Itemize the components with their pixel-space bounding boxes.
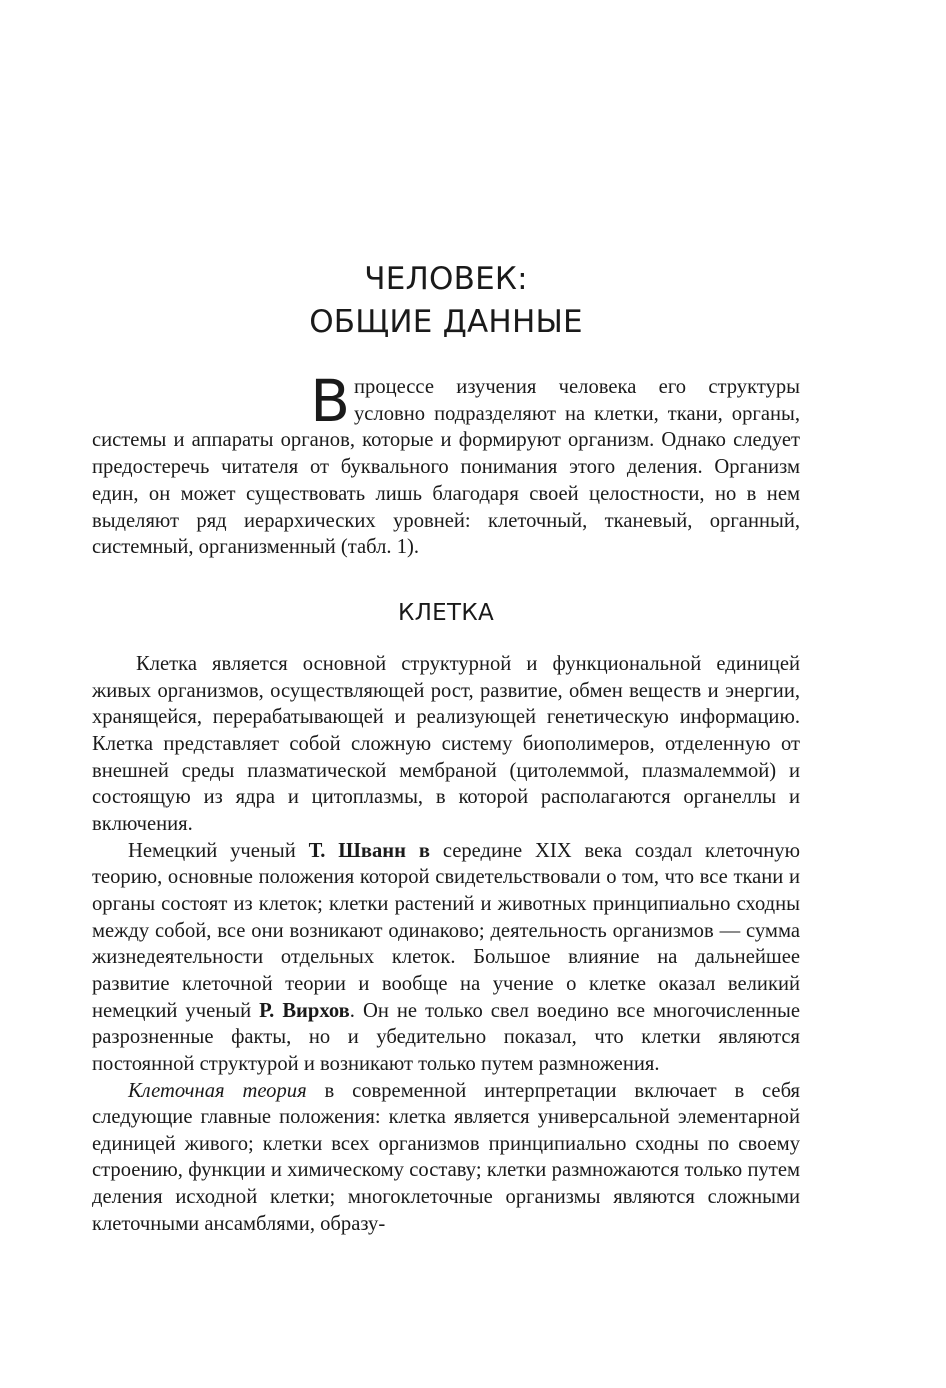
dropcap-container <box>92 367 354 435</box>
drop-cap-letter: В <box>310 367 350 435</box>
section-title: КЛЕТКА <box>397 600 495 626</box>
intro-paragraph <box>92 367 800 561</box>
p2-text-a: Немецкий ученый <box>128 839 309 862</box>
paragraph-cell-definition-text: Клетка является основной структурной и функциональной единицей живых организмов, осуществляющей рост, развитие, обмен веществ и энергии, хранящейся, перерабатывающей и реализующей генетическую информацию. Клетка представляет собой сложную систему биополимеров, отделенную от внешней среды плазматической мембраной (цитолеммой, плазмалеммой) и состоящую из ядра и цитоплазмы, в которой располагаются органеллы и включения. <box>92 653 800 835</box>
p2-text-e: . Он не только свел воедино все многочисленные разрозненные факты, но и убедительно показал, что клетки являются постоянной структурой и возникают только путем размножения. <box>92 999 800 1075</box>
intro-text: процессе изучения человека его структуры условно подразделяют на клетки, ткани, органы, системы и аппараты органов, которые и формируют организм. Однако следует предостеречь читателя от буквального понимания этого деления. Организм един, он может существовать лишь благодаря своей целостности, но в нем выделяют ряд иерархических уровней: клеточный, тканевый, органный, системный, организменный (табл. 1). <box>92 376 800 559</box>
chapter-title <box>0 258 892 344</box>
paragraph-cell-definition <box>92 651 800 838</box>
paragraph-cell-theory-history <box>92 838 800 1078</box>
chapter-title-line-1: ЧЕЛОВЕК: <box>364 261 528 297</box>
scientist-virchow: Р. Вирхов <box>259 999 350 1022</box>
chapter-title-line-2: ОБЩИЕ ДАННЫЕ <box>309 304 583 340</box>
paragraph-cell-theory-modern <box>92 1078 800 1238</box>
section-body <box>92 651 800 1237</box>
p3-text-b: в современной интерпретации включает в себя следующие главные положения: клетка является универсальной элементарной единицей живого; клетки всех организмов принципиально сходны по своему строению, функции и химическому составу; клетки размножаются только путем деления исходной клетки; многоклеточные организмы являются сложными клеточными ансамблями, образу- <box>92 1079 801 1235</box>
scientist-schwann: Т. Шванн в <box>308 839 430 862</box>
p2-text-c: середине XIX века создал клеточную теорию, основные положения которой свидетельствовали о том, что все ткани и органы состоят из клеток; клетки растений и животных принципиально сходны между собой, все они возникают одинаково; деятельность организмов — сумма жизнедеятельности отдельных клеток. Большое влияние на дальнейшее развитие клеточной теории и вообще на учение о клетке оказал великий немецкий ученый <box>92 839 800 1022</box>
term-cell-theory: Клеточная теория <box>128 1079 307 1102</box>
